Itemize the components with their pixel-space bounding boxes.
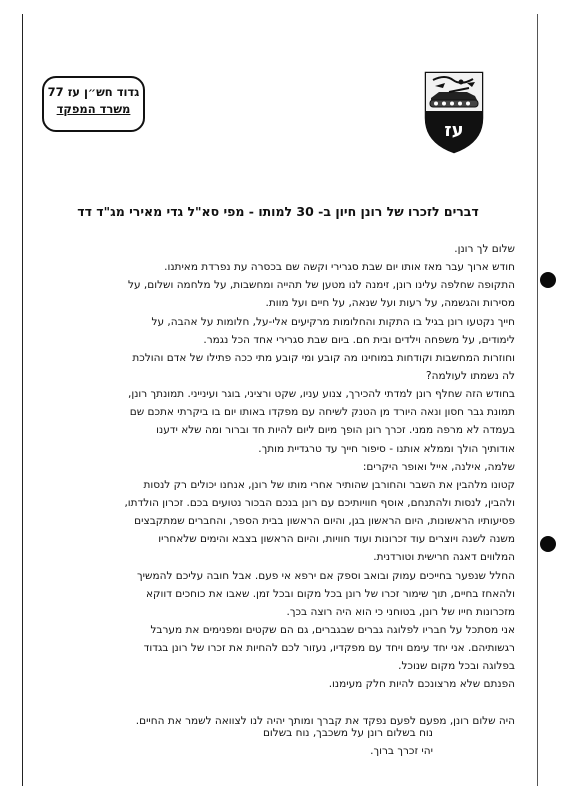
stamp-office-name: משרד המפקד xyxy=(56,102,131,116)
letter-body xyxy=(47,240,515,730)
letter-line: שלמה, אילנה, אייל ואופר היקרים: xyxy=(362,460,515,473)
farewell-line: היה שלום רונן, מפעם לפעם נפקד את קברך ומותך יהיה לנו לצוואה לשמר את החיים. xyxy=(135,714,515,727)
letter-line: רגשותיהם. אני יחד עימם ויחד עם מפקדיו, נעזור לכם להחיות את זכרו של רונן בגדוד xyxy=(143,642,515,655)
letter-line: המלווים דאגה חרישית וטורדנית. xyxy=(373,551,515,564)
letter-line: לימודים, על משפחה וילדים ובית חם. ביום שבת סגרירי אחד הכל נגמר. xyxy=(203,333,515,346)
stamp-unit-name: גדוד חש״ן עז 77 xyxy=(47,85,140,99)
document-page xyxy=(22,14,538,786)
letter-line: חייך נקטעו רונן בגיל בו התקות והחלומות מרקיעים אלי-על, חלומות על אהבה, על xyxy=(151,315,515,328)
emblem-text: עז xyxy=(444,120,464,141)
letter-line: לה נשמתו לעולמה? xyxy=(426,369,515,382)
letter-line: ולהאחז בחיים, תוך שימור זכרו של רונן בכל מקום ובכל זמן. שאבו את כוחכים דווקא xyxy=(146,587,515,600)
binder-hole-bottom xyxy=(540,536,556,552)
letter-line: הפנתם שלא מרצונכם להיות חלק מעימנו. xyxy=(328,678,515,691)
letter-line: אודותיך הולך וממלא אותנו - סיפור חייך עד טרגדיית מותך. xyxy=(258,442,515,455)
letter-line: התקופה שחלפה עלינו רונן, זימנה לנו מטען של תהייה ומחשבות, על מלחמה ושלום, על xyxy=(128,279,515,292)
unit-stamp xyxy=(42,76,145,132)
closing-line-2: יהי זכרך ברוך. xyxy=(370,745,433,757)
document-title: דברים לזכרו של רונן חיון ב- 30 למותו - מפי סא"ל גדי מאירי מג"ד דד xyxy=(77,204,479,219)
letter-closing xyxy=(133,724,433,760)
letter-line: שלום לך רונן. xyxy=(454,243,515,255)
letter-line: חודש ארוך עבר מאז אותו יום שבת סגרירי וקשה שם בכסרה עת נפרדת מאיתנו. xyxy=(164,261,515,274)
closing-line-1: נוח בשלום רונן על משכבך, נוח בשלום xyxy=(262,727,433,739)
letter-line: וחוזרות המחשבות וקודחות במוחינו מה קובע ומי קובע מתי ככה פתילו של אדם והולכת xyxy=(132,351,515,364)
letter-line: אני מסתכל על חבריו לפלוגה גברים שבגברים, גם הם שקטים ומפנימים את מערבל xyxy=(150,623,515,636)
letter-line: בפלוגה ובכל מקום שנוכל. xyxy=(398,660,515,673)
letter-line: החלל שנפער בחייכים עמוק ובואב וספק אם ירפא אי פעם. אבל חובה עליכם להמשיך xyxy=(137,569,515,582)
letter-line: בחודש הזה שחלף רונן למדתי להכירך, צנוע עניו, שקט ורציני, בוגר ועינייני. תמונתך רונן, xyxy=(128,388,515,401)
letter-line: פסיעותיו הראשונות, היום הראשון בגן, והיום הראשון בבית הספר, והחברים שמתקבצים xyxy=(134,515,515,528)
paragraph-spacer xyxy=(47,694,515,712)
letter-line: ולהבין, לנסות ולהתנחם, אוסף חוויותיכם עם רונן בנכם הבכור נטועים בכם. זכרון הולדתו, xyxy=(124,496,515,509)
letter-line: משנה לשנה ויוצרים עוד זכרונות ועוד חוויות, והיום הראשון בצבא והימים שלאחריו xyxy=(158,533,515,546)
letter-line: מזכרונות חייו של רונן, בטוחני כי הוא היה רוצה בכך. xyxy=(286,605,515,618)
unit-shield-emblem-icon xyxy=(423,70,485,154)
letter-line: קטונו מלהבין את השבר והחורבן שהותיר אחרי מותו של רונן, אנחנו יכולים רק לנסות xyxy=(143,478,515,491)
letter-line: בעמדה לא מרפה ממני. זכרך רונן הופך מיום ליום להיות חד וברור ומה שלא ידענו xyxy=(156,424,515,437)
binder-hole-top xyxy=(540,272,556,288)
letter-line: מסירות והגשמה, על רעות ועל שנאה, על חיים ועל מוות. xyxy=(265,297,515,310)
letter-line: תמונת גבר חסון ונאה היורד מן הטנק לשיחה עם מפקדו באותו יום בו ביקרתי אתכם שם xyxy=(129,406,515,419)
